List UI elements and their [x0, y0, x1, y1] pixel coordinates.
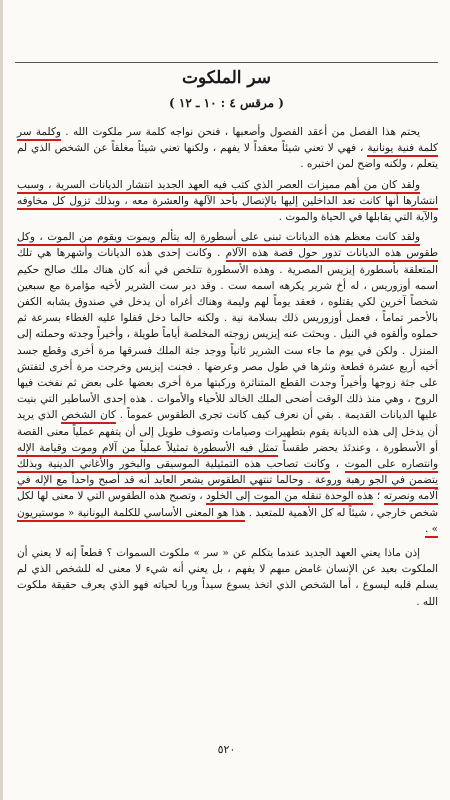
highlighted-phrase: . وحالما تنتهي الطقوس يشعر العابد أنه قد أصبح واحداً مع الإله في آلامه ونصرته — [17, 474, 438, 505]
text-run: ، فهي لا تعني شيئاً معقداً لا يفهم ، ولكنها تعني شيئاً مغلقاً عن الشخص الذي لم يتعلم ، ولكنه واضح لمن اختبره . — [17, 142, 438, 171]
paragraph-4 — [17, 545, 438, 610]
text-run: ، وتصبح هذه الطقوس التي لا معنى لها لكل شخص خارجي ، شيئاً له كل الأهمية للمتعبد . — [17, 490, 438, 519]
page-number: ٥٢٠ — [217, 743, 236, 756]
highlighted-phrase: ، وسبب انتشارها أنها كانت تعد الداخلين إليها بالإتصال بأحد الآلهة والعشرة معه ، وبذلك تزول كل مخاوفه — [17, 179, 438, 210]
highlighted-phrase: هذه الوحدة تنقله من الموت إلى الخلود — [206, 490, 373, 505]
highlighted-phrase: تمثل فيه الأسطورة تمثيلاً عملياً من آلام وموت وقيامة الإله وانتصاره على الموت — [17, 442, 438, 473]
text-run: الذي يريد أن يدخل إلى هذه الديانة يقوم بتطهيرات وصيامات وتصوف طويل إلى أن يتفهم عملياً معنى القصة أو الأسطورة ، وعندئذ يحضر طقساً — [17, 409, 439, 454]
page-title: سر الملكوت — [181, 68, 272, 88]
text-run: ؛ — [373, 490, 384, 503]
header-divider — [15, 62, 438, 63]
text-run: إذن ماذا يعني العهد الجديد عندما يتكلم عن « سر » ملكوت السموات ؟ قطعاً إنه لا يعني أن الملكوت بعيد عن الإنسان غامض مبهم لا يفهم ، بل يعني أنه شيء لا معنى له للشخص الذي لم يسلم قلبه ليسوع ، أما الشخص الذي اتخذ يسوع سيداً وربا لحياته فهو الذي يعرف حقيقة ملكوت الله . — [17, 547, 438, 608]
scripture-reference: ( مرقس ٤ : ١٠ ـ ١٢ ) — [169, 96, 284, 110]
highlighted-phrase: ، وكل طقوس هذه الديانات تدور حول قصة هذه الآلام — [17, 231, 438, 262]
text-run: . وكانت إحدى هذه الديانات وأشهرها هي تلك المتعلقة بأسطورة إيزيس المصرية . وهذه الأسطورة تتلخص في أنه كان هناك ملك صالح حكيم اسمه أوزوريس ، له أخ شرير يكرهه اسمه ست . وقد دبر ست الشرير لأخيه مؤامرة مع سبعين شخصاً آخرين لكي يقتلوه ، فعقد يوماً لهم وليمة وهناك أغراه أن يدخل في صندوق يشابه الكفن بالأحمر تماماً ، فعمل أوزوريس ذلك بسلامة نية . ولكنه حالما دخل قفلوا عليه الغطاء بسرعة ثم حملوه وألقوه في النيل . وبحثت عنه إيزيس زوجته المخلصة أياماً طويلة ، وأخيراً وجدته وحملته إلى المنزل . ولكن في يوم ما جاء ست الشرير ثانياً ووجد جثة الملك فسرقها مرة أخرى وقطع جسد أخيه أربع عشرة قطعة ونثرها في طول مصر وعرضها . فجنت إيزيس وخرجت مرة أخرى لتفتش على جثة زوجها وأخيراً وجدت القطع المتناثرة وركبتها مرة أخرى بعضها على بعض ثم نفخت فيها الروح ، وهي منذ ذلك الوقت أضحى الملك الخالد للأحياء والأموات . هذه إحدى الأساطير التي بنيت عليها الديانات القديمة . بقي أن نعرف كيف كانت تجرى الطقوس عموماً . — [17, 247, 438, 422]
text-run: ، — [330, 458, 345, 471]
paragraph-1 — [17, 124, 438, 173]
paragraph-2 — [17, 177, 438, 226]
highlighted-phrase: هذا هو المعنى الأساسي للكلمة اليونانية « موستيريون » . — [17, 507, 438, 538]
text-run: والآية التي يقابلها في الحياة والموت . — [278, 211, 438, 224]
highlighted-phrase: ولقد كان من أهم مميزات العصر الذي كتب فيه العهد الجديد انتشار الديانات السرية — [56, 179, 420, 194]
highlighted-phrase: ولقد كانت معظم هذه الديانات تبنى على أسطورة إله يتألم ويموت ويقوم من الموت — [47, 231, 420, 246]
text-run: يحتم هذا الفصل من أعقد الفصول وأصعبها ، فنحن نواجه كلمة سر ملكوت الله . — [60, 126, 420, 138]
highlighted-phrase: وكلمة سر كلمة فنية يونانية — [17, 126, 438, 157]
highlighted-phrase: كان الشخص — [61, 409, 115, 424]
highlighted-phrase: وكانت تصاحب هذه التمثيلية الموسيقى والبخور والأغاني الدينية وبذلك يتضمن في الجو رهبة وروعة — [17, 458, 438, 489]
paragraph-3 — [17, 229, 438, 537]
body-text — [17, 124, 438, 614]
